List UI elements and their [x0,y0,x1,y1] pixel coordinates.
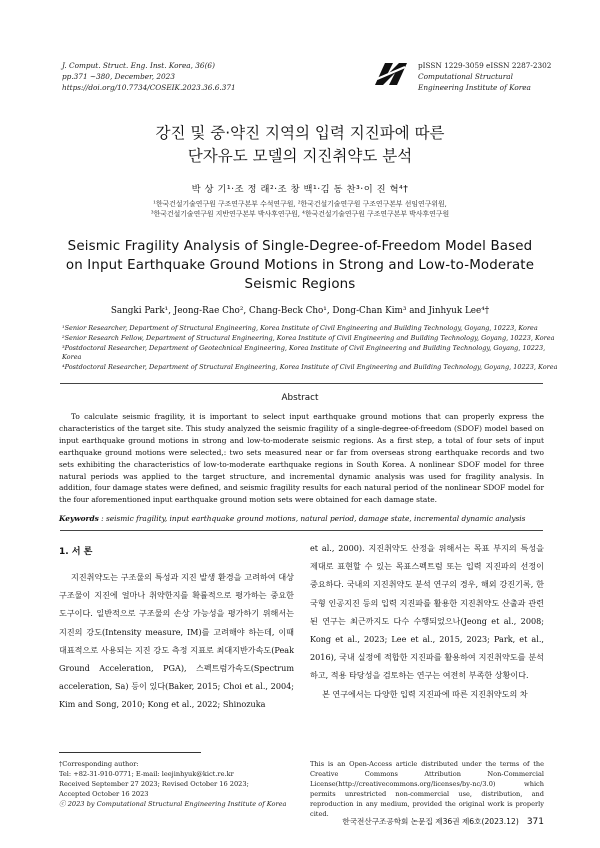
authors-korean: 박 상 기¹·조 정 래²·조 창 백¹·김 동 찬³·이 진 혁⁴† [191,184,409,195]
title-english [30,237,570,294]
page-footer [340,816,544,827]
publisher-line-1: Computational Structural [418,72,513,81]
aff-en-line-3: ³Postdoctoral Researcher, Department of Geotechnical Engineering, Korea Institute of Civil Engineering and Building Technology, Goyang, 10223, Korea [62,343,546,362]
keywords-text: : seismic fragility, input earthquake ground motions, natural period, damage state, incremental dynamic analysis [101,514,526,523]
footnote-line-2: Tel: +82-31-910-0771; E-mail: leejinhyuk@kict.re.kr [59,770,234,778]
page-number: 371 [526,817,544,827]
issn-line: pISSN 1229-3059 eISSN 2287-2302 [418,61,552,70]
abstract-top-rule [60,383,543,384]
title-en-line-1: Seismic Fragility Analysis of Single-Degree-of-Freedom Model Based [67,239,533,254]
issn-block [418,60,551,93]
title-ko-line-1: 강진 및 중·약진 지역의 입력 지진파에 따른 [155,124,445,142]
license-note: This is an Open-Access article distributed under the terms of the Creative Commons Attribution Non-Commercial License(http://creativecommons.org/licenses/by-nc/3.0) which permits unrestricted non-commercial use, distribution, and reproduction in any medium, provided the original work is properly cited. [310,760,544,818]
corresponding-author-note [59,759,299,809]
footnote-rule [59,752,201,753]
aff-ko-line-1: ¹한국건설기술연구원 구조연구본부 수석연구원, ²한국건설기술연구원 구조연구본부 선임연구위원, [153,200,447,208]
abstract-text: To calculate seismic fragility, it is important to select input earthquake ground motions that can properly express the characteristics of the target site. This study analyzed the seismic fragility of a single-degree-of-freedom (SDOF) model based on input earthquake ground motions in strong and low-to-moderate seismic regions. As a first step, a total of four sets of input earthquake ground motions were selected,: two sets measured near or far from overseas strong earthquake records and two sets exhibiting the characteristics of low-to-moderate earthquake regions in South Korea. A nonlinear SDOF model for three natural periods was applied to the target structure, and incremental dynamic analysis was used for fragility analysis. In addition, four damage states were defined, and seismic fragility results for each natural period of the nonlinear SDOF model for the four aforementioned input earthquake ground motion sets were obtained for each damage state. [59,412,544,505]
title-en-line-2: on Input Earthquake Ground Motions in Strong and Low-to-Moderate [65,258,535,273]
journal-citation [62,60,236,93]
aff-en-line-1: ¹Senior Researcher, Department of Structural Engineering, Korea Institute of Civil Engineering and Building Technology, Goyang, 10223, Korea [62,324,538,332]
aff-ko-line-2: ³한국건설기술연구원 지반연구본부 박사후연구원, ⁴한국건설기술연구원 구조연구본부 박사후연구원 [150,210,450,219]
footnote-line-1: †Corresponding author: [59,760,139,768]
citation-line-2: pp.371 ~380, December, 2023 [62,72,175,81]
aff-en-line-4: ⁴Postdoctoral Researcher, Department of Structural Engineering, Korea Institute of Civil Engineering and Building Technology, Goyang, 10223, Korea [62,363,558,372]
section-heading-intro: 1. 서 론 [59,547,93,557]
abstract-bottom-rule [60,530,543,531]
footnote-line-3: Received September 27 2023; Revised October 16 2023; [59,780,249,788]
footnote-line-4: Accepted October 16 2023 [59,790,149,798]
title-en-line-3: Seismic Regions [244,277,356,292]
aff-en-line-2: ²Senior Research Fellow, Department of Structural Engineering, Korea Institute of Civil Engineering and Building Technology, Goyang, 10223, Korea [62,333,555,342]
footer-journal: 한국전산구조공학회 논문집 제36권 제6호(2023.12) [342,817,519,826]
journal-logo-icon [373,59,409,87]
affiliations-korean [0,199,600,220]
intro-right-paragraph-2: 본 연구에서는 다양한 입력 지진파에 따른 지진취약도의 차 [322,688,528,699]
keywords [59,514,544,523]
keywords-label: Keywords [59,514,99,523]
title-ko-line-2: 단자유도 모델의 지진취약도 분석 [187,147,413,165]
citation-line-1: J. Comput. Struct. Eng. Inst. Korea, 36(6) [62,61,215,70]
intro-right-paragraph-1: et al., 2000). 지진취약도 산정을 위해서는 목표 부지의 특성을 제대로 표현할 수 있는 목표스펙트럼 또는 입력 지진파의 선정이 중요하다. 국내의 지진취약도 분석 연구의 경우, 해외 강진기록, 한국형 인공지진 등의 입력 지진파를 활용한 지진취약도 산출과 관련된 연구는 최근까지도 다수 수행되었으나(Jeong et al., 2008; Kong et al., 2023; Lee et al., 2015, 2023; Park, et al., 2016), 국내 실정에 적합한 지진파를 활용하여 지진취약도를 분석하고, 적용 타당성을 검토하는 연구는 여전히 부족한 상황이다. [310,543,544,681]
copyright-line: ⓒ 2023 by Computational Structural Engineering Institute of Korea [59,800,287,808]
affiliations-english [62,324,562,373]
abstract-heading: Abstract [281,393,319,403]
publisher-line-2: Engineering Institute of Korea [418,83,531,92]
authors-english: Sangki Park¹, Jeong-Rae Cho², Chang-Beck Cho¹, Dong-Chan Kim³ and Jinhyuk Lee⁴† [110,306,490,316]
title-korean [0,122,600,168]
intro-right-column [310,539,544,703]
doi-link[interactable]: https://doi.org/10.7734/COSEIK.2023.36.6.371 [62,83,236,92]
intro-left-column: 지진취약도는 구조물의 특성과 지진 발생 환경을 고려하여 대상 구조물이 지진에 얼마나 취약한지를 확률적으로 평가하는 중요한 도구이다. 일반적으로 구조물의 손상 가능성을 평가하기 위해서는 지진의 강도(Intensity measure, IM)를 고려해야 하는데, 이때 대표적으로 사용되는 지진 강도 측정 지표로 최대지반가속도(Peak Ground Acceleration, PGA), 스펙트럼가속도(Spectrum acceleration, Sa) 등이 있다(Baker, 2015; Choi et al., 2004; Kim and Song, 2010; Kong et al., 2022; Shinozuka [59,572,294,710]
